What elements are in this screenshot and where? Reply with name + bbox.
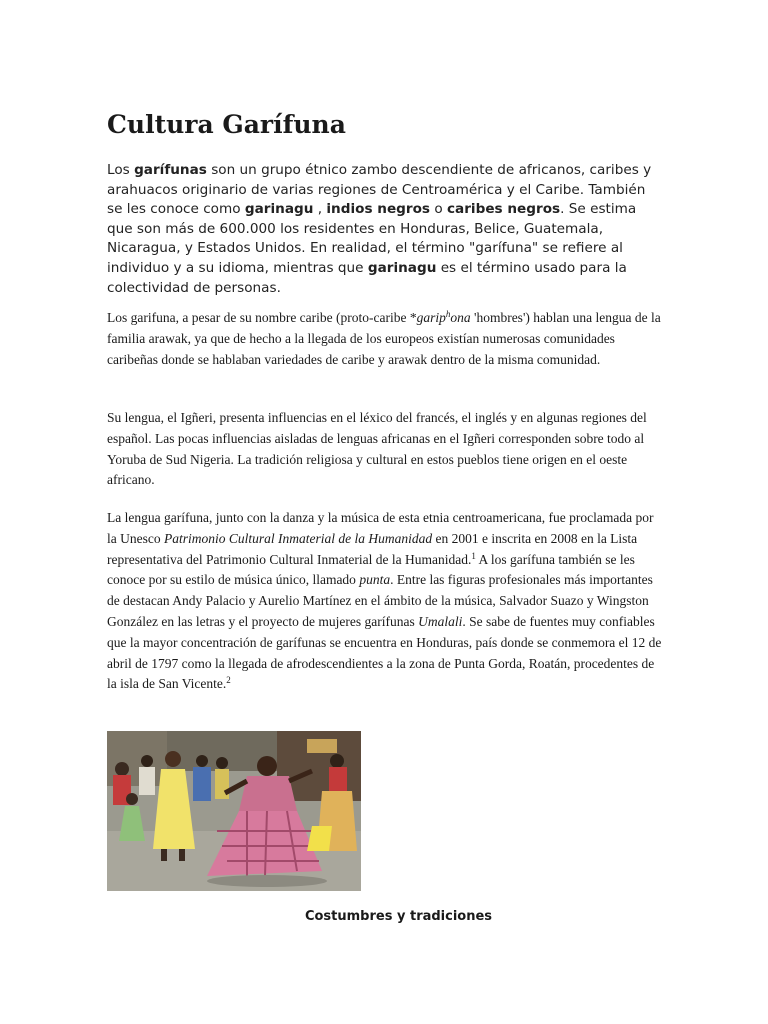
section-heading: Costumbres y tradiciones xyxy=(304,909,493,924)
bold-term: indios negros xyxy=(326,201,431,218)
dancers-illustration xyxy=(107,731,361,891)
language-paragraph: Los garifuna, a pesar de su nombre caribe (proto-caribe *garip$^h$ona 'hombres') hablan una lengua de la familia arawak, ya que de hecho a la llegada de los europeos existían numerosas comunidades caribeñas donde se hablaban variedades de caribe y arawak dentro de la misma comunidad. xyxy=(107,309,661,367)
bold-term: caribes negros xyxy=(447,201,561,218)
bold-term: garífunas xyxy=(134,162,207,178)
heritage-paragraph: La lengua garífuna, junto con la danza y la música de esta etnia centroamericana, fue proclamada por la Unesco Patrimonio Cultural Inmaterial de la Humanidad en 2001 e inscrita en 2008 en la Lista representativa del Patrimonio Cultural Inmaterial de la Humanidad.$^1$ A los garífuna también se les conoce por su estilo de música único, llamado punta. Entre las figuras profesionales más importantes de destacan Andy Palacio y Aurelio Martínez en el ámbito de la música, Salvador Suazo y Wingston González en las letras y el proyecto de mujeres garífunas Umalali. Se sabe de fuentes muy confiables que la mayor concentración de garífunas se encuentra en Honduras, país donde se conmemora el 12 de abril de 1797 como la llegada de afrodescendientes a la zona de Punta Gorda, Roatán, procedentes de la isla de San Vicente.$^2$ xyxy=(107,510,662,692)
intro-paragraph: Los garífunas son un grupo étnico zambo descendiente de africanos, caribes y arahuacos originario de varias regiones de Centroamérica y el Caribe. También se les conoce como garinagu , indios negros o caribes negros. Se estima que son más de 600.000 los residentes en Honduras, Belice, Guatemala, Nicaragua, y Estados Unidos. En realidad, el término "garífuna" se refiere al individuo y a su idioma, mientras que garinagu es el término usado para la colectividad de personas. xyxy=(107,162,652,296)
page-title: Cultura Garífuna xyxy=(107,110,346,139)
dancers-photo xyxy=(107,731,361,891)
footnote-ref[interactable]: 2 xyxy=(226,675,231,686)
bold-term: garinagu xyxy=(367,259,437,276)
bold-term: garinagu xyxy=(244,201,314,218)
footnote-ref[interactable]: 1 xyxy=(471,550,476,561)
influences-paragraph: Su lengua, el Igñeri, presenta influencias en el léxico del francés, el inglés y en algunas regiones del español. Las pocas influencias aisladas de lenguas africanas en el Igñeri corresponden sobre todo al Yoruba de Sud Nigeria. La tradición religiosa y cultural en estos pueblos tiene origen en el oeste africano. xyxy=(107,410,647,488)
